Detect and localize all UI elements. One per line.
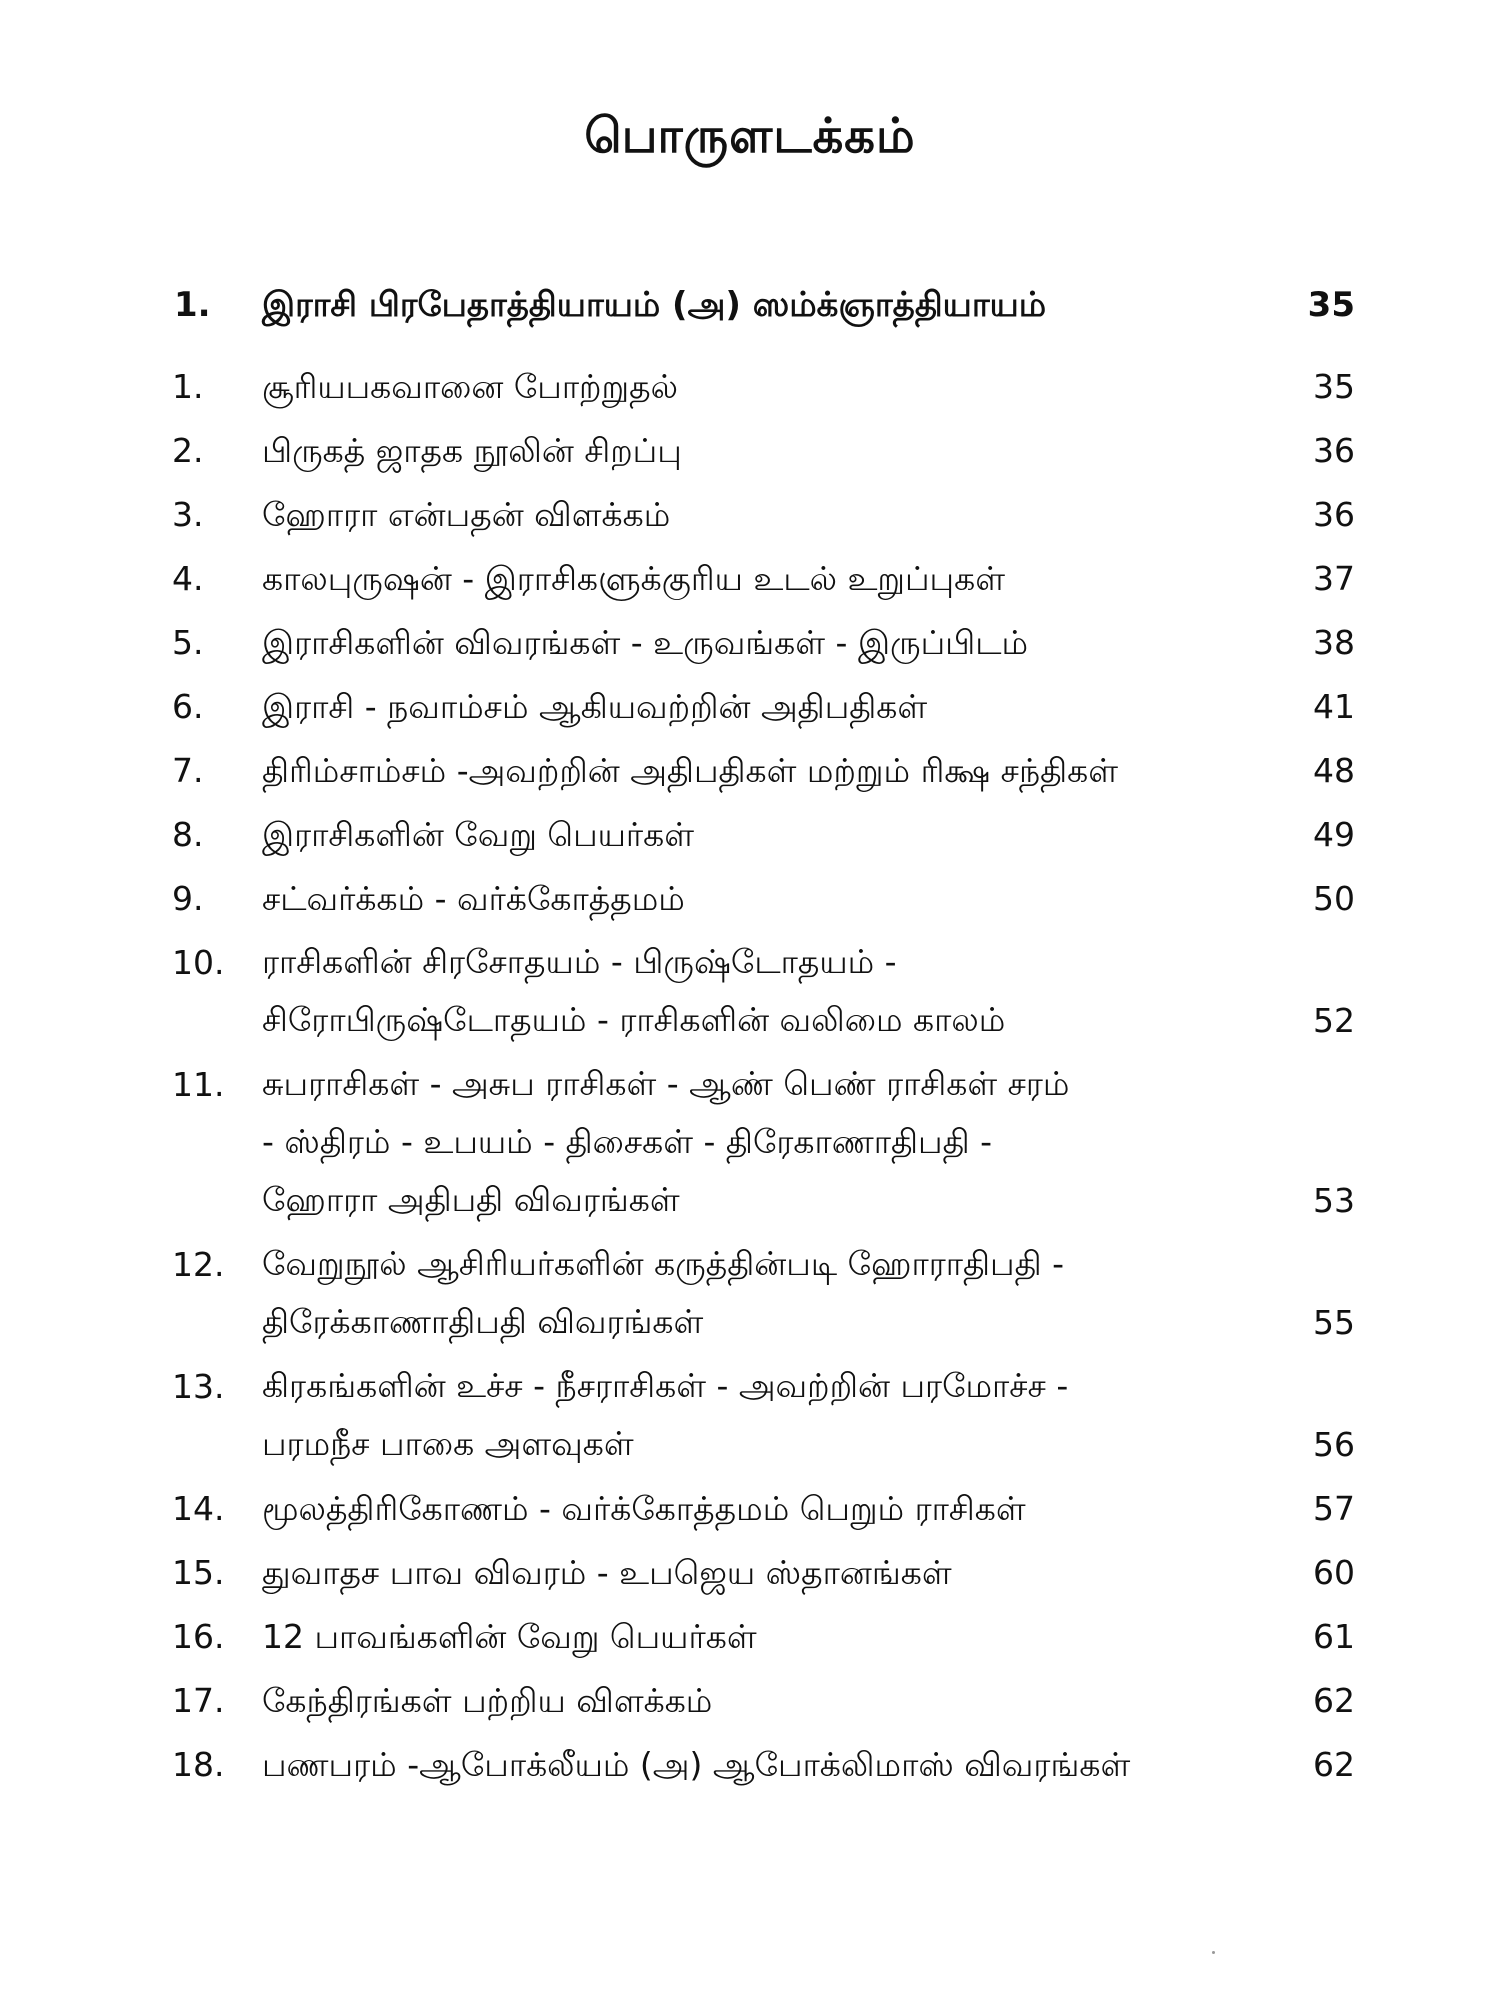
- entry-title-line: பிருகத் ஜாதக நூலின் சிறப்பு: [262, 431, 682, 470]
- toc-entry: [0, 931, 1500, 1053]
- entry-title: [262, 1055, 1272, 1229]
- entry-title: [262, 1357, 1272, 1473]
- toc-entry: [0, 547, 1500, 611]
- toc-entry: [0, 1053, 1500, 1233]
- entry-title-line: இராசிகளின் விவரங்கள் - உருவங்கள் - இருப்பிடம்: [262, 623, 1029, 662]
- entry-number: 9.: [172, 879, 204, 918]
- entry-title-line: வேறுநூல் ஆசிரியர்களின் கருத்தின்படி ஹோராதிபதி -: [262, 1244, 1065, 1283]
- entry-title-line: இராசிகளின் வேறு பெயர்கள்: [262, 815, 695, 854]
- entry-title-line: இராசி - நவாம்சம் ஆகியவற்றின் அதிபதிகள்: [262, 687, 928, 726]
- entry-number: 18.: [172, 1745, 225, 1784]
- toc-entry: [0, 1605, 1500, 1669]
- entry-number: 1.: [172, 367, 204, 406]
- entry-title: [262, 547, 1272, 611]
- entry-number: 7.: [172, 751, 204, 790]
- entry-number: 13.: [172, 1367, 225, 1406]
- chapter-heading: [0, 275, 1500, 335]
- entry-number: 15.: [172, 1553, 225, 1592]
- chapter-page-number: 35: [1307, 285, 1355, 325]
- entry-title-line: துவாதச பாவ விவரம் - உபஜெய ஸ்தானங்கள்: [262, 1553, 952, 1592]
- toc-entry: [0, 675, 1500, 739]
- entry-page-number: 61: [1313, 1617, 1355, 1656]
- entry-title: [262, 1541, 1272, 1605]
- entry-title: [262, 803, 1272, 867]
- entry-title: [262, 419, 1272, 483]
- toc-entry: [0, 1733, 1500, 1797]
- entry-title-line: ஹோரா அதிபதி விவரங்கள்: [262, 1180, 680, 1219]
- entry-title: [262, 867, 1272, 931]
- entry-number: 6.: [172, 687, 204, 726]
- entry-title-line: 12 பாவங்களின் வேறு பெயர்கள்: [262, 1617, 757, 1656]
- entry-title: [262, 355, 1272, 419]
- entry-page-number: 55: [1313, 1303, 1355, 1342]
- entry-title: [262, 483, 1272, 547]
- toc-entries: [0, 355, 1500, 1797]
- toc-entry: [0, 611, 1500, 675]
- entry-title: [262, 1669, 1272, 1733]
- toc-entry: [0, 483, 1500, 547]
- entry-title-line: பரமநீச பாகை அளவுகள்: [262, 1424, 634, 1463]
- entry-number: 4.: [172, 559, 204, 598]
- toc-entry: [0, 419, 1500, 483]
- entry-title: [262, 611, 1272, 675]
- entry-title: [262, 933, 1272, 1049]
- entry-title-line: சூரியபகவானை போற்றுதல்: [262, 367, 678, 406]
- toc-entry: [0, 1541, 1500, 1605]
- entry-title-line: - ஸ்திரம் - உபயம் - திசைகள் - திரேகாணாதிபதி -: [262, 1122, 993, 1161]
- entry-title-line: காலபுருஷன் - இராசிகளுக்குரிய உடல் உறுப்புகள்: [262, 559, 1005, 598]
- entry-number: 16.: [172, 1617, 225, 1656]
- entry-number: 12.: [172, 1245, 225, 1284]
- entry-title: [262, 675, 1272, 739]
- entry-page-number: 57: [1313, 1489, 1355, 1528]
- entry-title-line: சுபராசிகள் - அசுப ராசிகள் - ஆண் பெண் ராசிகள் சரம்: [262, 1064, 1070, 1103]
- toc-entry: [0, 803, 1500, 867]
- toc-entry: [0, 355, 1500, 419]
- entry-title-line: சிரோபிருஷ்டோதயம் - ராசிகளின் வலிமை காலம்: [262, 1000, 1006, 1039]
- scan-speck: [1212, 1951, 1215, 1954]
- entry-page-number: 62: [1313, 1745, 1355, 1784]
- entry-title-line: ஹோரா என்பதன் விளக்கம்: [262, 495, 671, 534]
- chapter-number: 1.: [174, 285, 211, 325]
- entry-title: [262, 1477, 1272, 1541]
- entry-page-number: 37: [1313, 559, 1355, 598]
- entry-number: 3.: [172, 495, 204, 534]
- entry-number: 2.: [172, 431, 204, 470]
- toc-entry: [0, 1477, 1500, 1541]
- entry-title-line: திரேக்காணாதிபதி விவரங்கள்: [262, 1302, 704, 1341]
- entry-title-line: சட்வர்க்கம் - வர்க்கோத்தமம்: [262, 879, 685, 918]
- toc-entry: [0, 1233, 1500, 1355]
- entry-page-number: 36: [1313, 431, 1355, 470]
- entry-title: [262, 1733, 1272, 1797]
- toc-entry: [0, 867, 1500, 931]
- entry-title: [262, 739, 1272, 803]
- toc-entry: [0, 1355, 1500, 1477]
- entry-number: 5.: [172, 623, 204, 662]
- entry-title-line: கிரகங்களின் உச்ச - நீசராசிகள் - அவற்றின் பரமோச்ச -: [262, 1366, 1069, 1405]
- entry-number: 11.: [172, 1065, 225, 1104]
- entry-page-number: 53: [1313, 1181, 1355, 1220]
- entry-title-line: திரிம்சாம்சம் -அவற்றின் அதிபதிகள் மற்றும் ரிக்ஷ சந்திகள்: [262, 751, 1119, 790]
- entry-page-number: 62: [1313, 1681, 1355, 1720]
- entry-title: [262, 1605, 1272, 1669]
- entry-page-number: 35: [1313, 367, 1355, 406]
- entry-page-number: 41: [1313, 687, 1355, 726]
- entry-number: 8.: [172, 815, 204, 854]
- page-title: பொருளடக்கம்: [584, 108, 916, 164]
- entry-number: 17.: [172, 1681, 225, 1720]
- entry-number: 14.: [172, 1489, 225, 1528]
- entry-page-number: 36: [1313, 495, 1355, 534]
- entry-page-number: 56: [1313, 1425, 1355, 1464]
- entry-page-number: 52: [1313, 1001, 1355, 1040]
- toc-entry: [0, 1669, 1500, 1733]
- entry-title-line: ராசிகளின் சிரசோதயம் - பிருஷ்டோதயம் -: [262, 942, 897, 981]
- entry-page-number: 38: [1313, 623, 1355, 662]
- entry-page-number: 50: [1313, 879, 1355, 918]
- toc-entry: [0, 739, 1500, 803]
- entry-title: [262, 1235, 1272, 1351]
- entry-number: 10.: [172, 943, 225, 982]
- entry-page-number: 60: [1313, 1553, 1355, 1592]
- chapter-title: இராசி பிரபேதாத்தியாயம் (அ) ஸம்க்ஞாத்தியாயம்: [262, 285, 1047, 325]
- entry-title-line: கேந்திரங்கள் பற்றிய விளக்கம்: [262, 1681, 713, 1720]
- entry-title-line: மூலத்திரிகோணம் - வர்க்கோத்தமம் பெறும் ராசிகள்: [262, 1489, 1026, 1528]
- entry-page-number: 48: [1313, 751, 1355, 790]
- entry-title-line: பணபரம் -ஆபோக்லீயம் (அ) ஆபோக்லிமாஸ் விவரங்கள்: [262, 1745, 1131, 1784]
- entry-page-number: 49: [1313, 815, 1355, 854]
